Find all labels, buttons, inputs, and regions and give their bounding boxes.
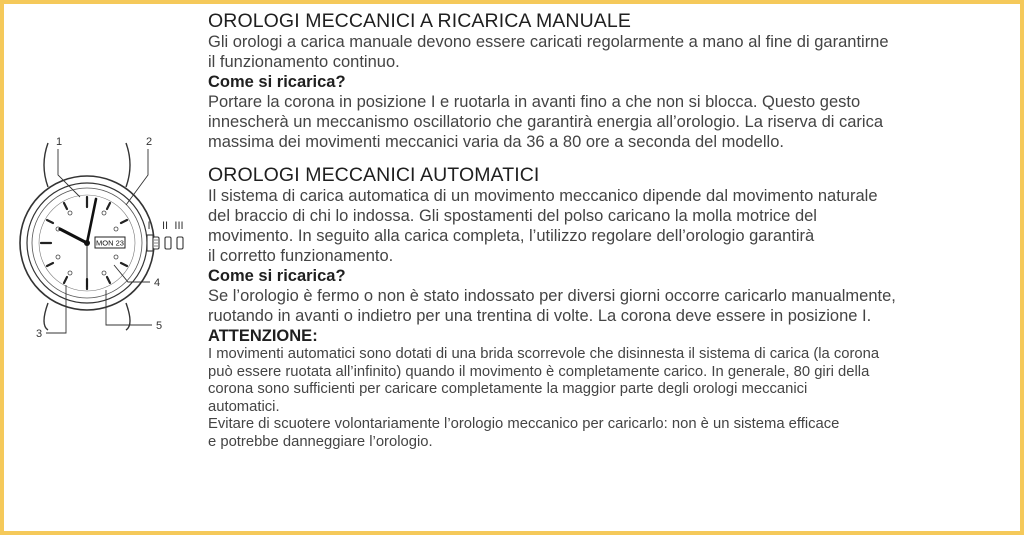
manual-intro-line-1: Gli orologi a carica manuale devono essere caricati regolarmente a mano al fine di garantirne [208,33,889,51]
watch-diagram [18,125,198,345]
warning-line-6: e potrebbe danneggiare l’orologio. [208,433,433,450]
warning-line-2: può essere ruotata all’infinito) quando il movimento è completamente carico. In generale, 80 giri della [208,363,870,380]
date-window-text: MON 23 [96,238,124,248]
instructions-content [208,10,1016,451]
manual-body-line-1: Portare la corona in posizione I e ruotarla in avanti fino a che non si blocca. Questo gesto [208,93,861,111]
crown-position-2: II [161,220,169,232]
watch-illustration [18,125,198,345]
manual-intro-line-2: il funzionamento continuo. [208,53,400,71]
callout-1: 1 [56,136,63,148]
warning-line-1: I movimenti automatici sono dotati di una brida scorrevole che disinnesta il sistema di carica (la corona [208,346,880,362]
automatic-intro-line-3: movimento. In seguito alla carica completa, l’utilizzo regolare dell’orologio garantirà [208,227,815,245]
manual-body-line-2: innescherà un meccanismo oscillatorio che garantirà energia all’orologio. La riserva di carica [208,113,884,131]
callout-2: 2 [146,136,153,148]
automatic-body-line-1: Se l’orologio è fermo o non è stato indossato per diversi giorni occorre caricarlo manualmente, [208,287,896,305]
automatic-body-line-2: ruotando in avanti o indietro per una trentina di volte. La corona deve essere in posizione I. [208,307,872,325]
warning-line-5: Evitare di scuotere volontariamente l’orologio meccanico per caricarlo: non è un sistema efficace [208,416,840,432]
callout-4: 4 [154,277,161,289]
crown-position-1: I [147,220,151,232]
automatic-intro-line-4: il corretto funzionamento. [208,247,394,265]
automatic-intro-line-2: del braccio di chi lo indossa. Gli spostamenti del polso caricano la molla motrice del [208,207,817,225]
warning-title: ATTENZIONE: [208,327,318,345]
automatic-intro-line-1: Il sistema di carica automatica di un movimento meccanico dipende dal movimento naturale [208,187,878,205]
warning-line-4: automatici. [208,398,280,415]
manual-body-line-3: massima dei movimenti meccanici varia da 36 a 80 ore a seconda del modello. [208,133,784,151]
manual-section-title: OROLOGI MECCANICI A RICARICA MANUALE [208,10,631,32]
callout-5: 5 [156,320,163,332]
callout-3: 3 [36,328,43,340]
automatic-section-title: OROLOGI MECCANICI AUTOMATICI [208,164,540,186]
manual-subtitle: Come si ricarica? [208,73,346,91]
automatic-subtitle: Come si ricarica? [208,267,346,285]
crown-position-3: III [174,220,184,232]
warning-line-3: corona sono sufficienti per caricare completamente la maggior parte degli orologi meccanici [208,381,808,397]
